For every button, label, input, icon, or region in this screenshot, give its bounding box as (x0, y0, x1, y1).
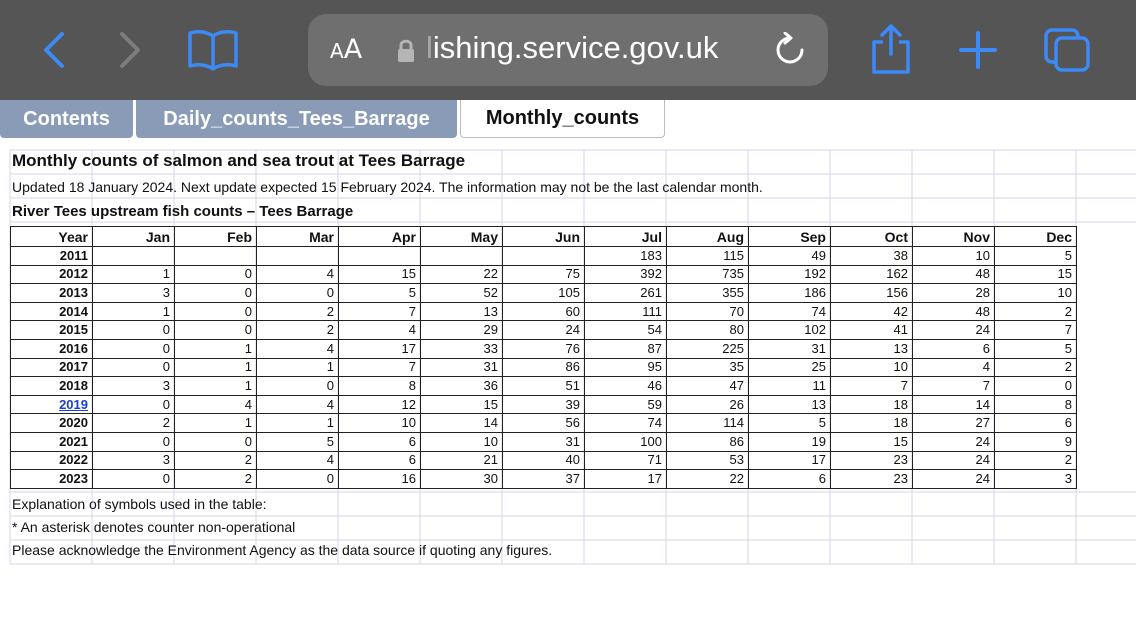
count-cell: 100 (585, 432, 667, 451)
count-cell: 1 (257, 414, 339, 433)
year-cell: 2014 (11, 302, 93, 321)
count-cell: 41 (831, 321, 913, 340)
count-cell: 33 (421, 339, 503, 358)
count-cell: 115 (667, 247, 749, 266)
count-cell: 7 (913, 377, 995, 396)
count-cell (93, 247, 175, 266)
table-row (11, 432, 1077, 451)
count-cell: 0 (93, 395, 175, 414)
tabs-button[interactable] (1042, 26, 1094, 74)
tab-monthly-counts[interactable]: Monthly_counts (460, 100, 665, 138)
footer-asterisk-note: * An asterisk denotes counter non-operational (12, 519, 296, 535)
count-cell: 4 (175, 395, 257, 414)
year-cell: 2022 (11, 451, 93, 470)
count-cell: 56 (503, 414, 585, 433)
count-cell (421, 247, 503, 266)
count-cell: 52 (421, 284, 503, 303)
count-cell: 14 (421, 414, 503, 433)
count-cell: 16 (339, 470, 421, 489)
count-cell: 24 (913, 451, 995, 470)
count-cell: 4 (257, 265, 339, 284)
count-cell: 3 (995, 470, 1077, 489)
lock-icon (396, 38, 416, 69)
section-heading: River Tees upstream fish counts – Tees Barrage (12, 203, 354, 220)
monthly-counts-table (10, 226, 1077, 489)
count-cell: 186 (749, 284, 831, 303)
count-cell: 24 (503, 321, 585, 340)
count-cell: 76 (503, 339, 585, 358)
new-tab-icon (958, 30, 998, 70)
count-cell: 60 (503, 302, 585, 321)
count-cell: 35 (667, 358, 749, 377)
count-cell: 38 (831, 247, 913, 266)
count-cell: 13 (421, 302, 503, 321)
count-cell: 53 (667, 451, 749, 470)
count-cell: 39 (503, 395, 585, 414)
count-cell: 59 (585, 395, 667, 414)
count-cell: 5 (749, 414, 831, 433)
count-cell: 3 (93, 451, 175, 470)
count-cell: 0 (93, 432, 175, 451)
column-header-jul: Jul (585, 227, 667, 247)
count-cell: 0 (257, 470, 339, 489)
table-row (11, 265, 1077, 284)
count-cell: 1 (175, 414, 257, 433)
count-cell: 156 (831, 284, 913, 303)
bookmarks-button[interactable] (186, 28, 240, 72)
count-cell: 0 (93, 470, 175, 489)
column-header-jun: Jun (503, 227, 585, 247)
address-bar[interactable] (308, 14, 828, 86)
count-cell: 86 (503, 358, 585, 377)
bookmarks-icon (186, 28, 240, 72)
table-row (11, 284, 1077, 303)
count-cell: 0 (257, 284, 339, 303)
count-cell (257, 247, 339, 266)
count-cell: 8 (995, 395, 1077, 414)
count-cell: 13 (831, 339, 913, 358)
count-cell: 22 (421, 265, 503, 284)
count-cell: 6 (339, 432, 421, 451)
count-cell: 15 (421, 395, 503, 414)
count-cell: 1 (175, 377, 257, 396)
year-cell: 2021 (11, 432, 93, 451)
tab-contents[interactable]: Contents (0, 100, 133, 138)
column-header-sep: Sep (749, 227, 831, 247)
count-cell: 7 (995, 321, 1077, 340)
count-cell: 25 (749, 358, 831, 377)
forward-button[interactable] (112, 30, 148, 70)
year-cell: 2020 (11, 414, 93, 433)
count-cell: 5 (995, 339, 1077, 358)
footer-explanation: Explanation of symbols used in the table: (12, 496, 267, 512)
count-cell: 11 (749, 377, 831, 396)
count-cell: 0 (175, 432, 257, 451)
count-cell: 6 (995, 414, 1077, 433)
text-size-button[interactable]: AA (330, 34, 363, 65)
count-cell: 18 (831, 395, 913, 414)
count-cell: 114 (667, 414, 749, 433)
count-cell: 48 (913, 265, 995, 284)
count-cell: 13 (749, 395, 831, 414)
table-row (11, 321, 1077, 340)
count-cell: 1 (257, 358, 339, 377)
year-cell: 2013 (11, 284, 93, 303)
count-cell: 86 (667, 432, 749, 451)
count-cell: 7 (831, 377, 913, 396)
url-text[interactable]: lishing.service.gov.uk (426, 30, 719, 65)
count-cell: 9 (995, 432, 1077, 451)
count-cell: 54 (585, 321, 667, 340)
count-cell: 183 (585, 247, 667, 266)
year-cell: 2023 (11, 470, 93, 489)
count-cell: 80 (667, 321, 749, 340)
count-cell: 75 (503, 265, 585, 284)
count-cell: 0 (175, 265, 257, 284)
year-cell: 2015 (11, 321, 93, 340)
count-cell: 12 (339, 395, 421, 414)
browser-toolbar (0, 0, 1136, 100)
count-cell: 10 (339, 414, 421, 433)
count-cell: 5 (257, 432, 339, 451)
year-link[interactable]: 2019 (59, 396, 88, 412)
count-cell: 47 (667, 377, 749, 396)
count-cell: 1 (93, 265, 175, 284)
table-row (11, 247, 1077, 266)
count-cell: 28 (913, 284, 995, 303)
count-cell: 355 (667, 284, 749, 303)
update-note: Updated 18 January 2024. Next update expected 15 February 2024. The information may not be the last calendar month. (12, 179, 763, 195)
table-row (11, 470, 1077, 489)
count-cell: 48 (913, 302, 995, 321)
count-cell: 6 (913, 339, 995, 358)
count-cell: 2 (175, 451, 257, 470)
count-cell: 0 (175, 321, 257, 340)
tabs-icon (1042, 26, 1094, 74)
count-cell (503, 247, 585, 266)
count-cell: 95 (585, 358, 667, 377)
sheet-tabs (0, 100, 1136, 140)
count-cell (339, 247, 421, 266)
count-cell: 4 (257, 451, 339, 470)
column-header-aug: Aug (667, 227, 749, 247)
count-cell: 18 (831, 414, 913, 433)
table-row (11, 414, 1077, 433)
count-cell: 15 (339, 265, 421, 284)
count-cell: 5 (339, 284, 421, 303)
footer-acknowledgement: Please acknowledge the Environment Agency as the data source if quoting any figures. (12, 542, 553, 558)
year-cell: 2011 (11, 247, 93, 266)
count-cell: 31 (749, 339, 831, 358)
share-icon (868, 24, 914, 76)
count-cell: 23 (831, 470, 913, 489)
count-cell: 2 (995, 451, 1077, 470)
count-cell: 392 (585, 265, 667, 284)
count-cell: 21 (421, 451, 503, 470)
count-cell: 71 (585, 451, 667, 470)
count-cell: 0 (175, 302, 257, 321)
count-cell: 105 (503, 284, 585, 303)
count-cell: 49 (749, 247, 831, 266)
count-cell: 4 (913, 358, 995, 377)
count-cell: 2 (995, 358, 1077, 377)
count-cell: 40 (503, 451, 585, 470)
share-button[interactable] (868, 24, 914, 76)
count-cell: 8 (339, 377, 421, 396)
count-cell: 27 (913, 414, 995, 433)
count-cell: 2 (175, 470, 257, 489)
table-row (11, 377, 1077, 396)
count-cell: 42 (831, 302, 913, 321)
count-cell: 15 (995, 265, 1077, 284)
count-cell: 24 (913, 432, 995, 451)
column-header-jan: Jan (93, 227, 175, 247)
count-cell: 225 (667, 339, 749, 358)
count-cell: 1 (93, 302, 175, 321)
count-cell: 70 (667, 302, 749, 321)
count-cell: 74 (749, 302, 831, 321)
count-cell: 0 (93, 358, 175, 377)
count-cell: 15 (831, 432, 913, 451)
count-cell: 7 (339, 302, 421, 321)
new-tab-button[interactable] (958, 30, 998, 70)
sheet-title: Monthly counts of salmon and sea trout at Tees Barrage (12, 151, 466, 170)
count-cell: 0 (93, 321, 175, 340)
count-cell: 1 (175, 339, 257, 358)
count-cell: 51 (503, 377, 585, 396)
column-header-feb: Feb (175, 227, 257, 247)
table-row (11, 395, 1077, 414)
back-icon (36, 30, 72, 70)
count-cell: 26 (667, 395, 749, 414)
table-row (11, 302, 1077, 321)
count-cell: 37 (503, 470, 585, 489)
count-cell: 74 (585, 414, 667, 433)
count-cell: 162 (831, 265, 913, 284)
count-cell: 29 (421, 321, 503, 340)
year-cell: 2018 (11, 377, 93, 396)
count-cell: 23 (831, 451, 913, 470)
count-cell: 31 (421, 358, 503, 377)
year-cell: 2012 (11, 265, 93, 284)
count-cell: 102 (749, 321, 831, 340)
column-header-dec: Dec (995, 227, 1077, 247)
column-header-may: May (421, 227, 503, 247)
count-cell: 10 (913, 247, 995, 266)
count-cell: 0 (257, 377, 339, 396)
forward-icon (112, 30, 148, 70)
count-cell: 10 (995, 284, 1077, 303)
count-cell: 31 (503, 432, 585, 451)
count-cell (175, 247, 257, 266)
year-cell (11, 395, 93, 414)
reload-button[interactable] (774, 32, 808, 73)
count-cell: 4 (339, 321, 421, 340)
count-cell: 10 (421, 432, 503, 451)
count-cell: 6 (339, 451, 421, 470)
count-cell: 4 (257, 339, 339, 358)
spreadsheet (0, 142, 1136, 640)
count-cell: 735 (667, 265, 749, 284)
count-cell: 17 (339, 339, 421, 358)
count-cell: 2 (93, 414, 175, 433)
count-cell: 10 (831, 358, 913, 377)
table-row (11, 339, 1077, 358)
count-cell: 2 (257, 302, 339, 321)
count-cell: 0 (995, 377, 1077, 396)
count-cell: 46 (585, 377, 667, 396)
column-header-nov: Nov (913, 227, 995, 247)
table-header-row (11, 227, 1077, 247)
count-cell: 2 (257, 321, 339, 340)
count-cell: 5 (995, 247, 1077, 266)
tab-daily-counts[interactable]: Daily_counts_Tees_Barrage (136, 100, 457, 138)
column-header-oct: Oct (831, 227, 913, 247)
count-cell: 261 (585, 284, 667, 303)
count-cell: 6 (749, 470, 831, 489)
reload-icon (774, 32, 808, 68)
count-cell: 2 (995, 302, 1077, 321)
count-cell: 192 (749, 265, 831, 284)
count-cell: 17 (585, 470, 667, 489)
column-header-year: Year (11, 227, 93, 247)
column-header-apr: Apr (339, 227, 421, 247)
count-cell: 87 (585, 339, 667, 358)
count-cell: 30 (421, 470, 503, 489)
year-cell: 2017 (11, 358, 93, 377)
count-cell: 22 (667, 470, 749, 489)
year-cell: 2016 (11, 339, 93, 358)
count-cell: 111 (585, 302, 667, 321)
count-cell: 24 (913, 470, 995, 489)
count-cell: 36 (421, 377, 503, 396)
count-cell: 24 (913, 321, 995, 340)
count-cell: 0 (93, 339, 175, 358)
count-cell: 3 (93, 377, 175, 396)
count-cell: 17 (749, 451, 831, 470)
count-cell: 7 (339, 358, 421, 377)
back-button[interactable] (36, 30, 72, 70)
count-cell: 0 (175, 284, 257, 303)
count-cell: 3 (93, 284, 175, 303)
count-cell: 19 (749, 432, 831, 451)
table-row (11, 358, 1077, 377)
count-cell: 4 (257, 395, 339, 414)
column-header-mar: Mar (257, 227, 339, 247)
table-row (11, 451, 1077, 470)
count-cell: 1 (175, 358, 257, 377)
count-cell: 14 (913, 395, 995, 414)
